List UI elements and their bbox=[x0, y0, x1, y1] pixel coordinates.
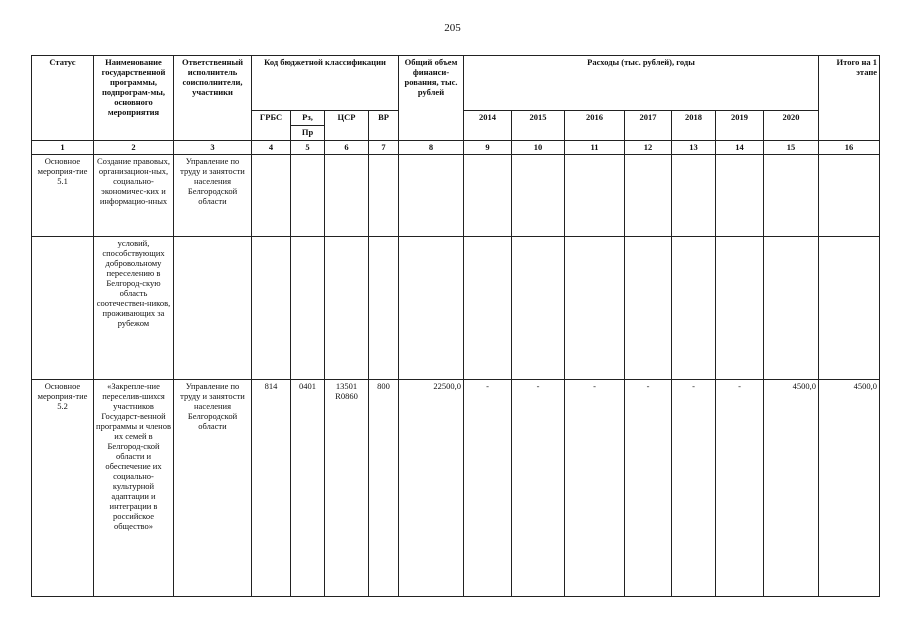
column-number: 7 bbox=[369, 141, 399, 155]
row-5-2-csr: 13501 R0860 bbox=[325, 380, 369, 597]
column-number: 11 bbox=[565, 141, 625, 155]
page-number: 205 bbox=[444, 22, 461, 34]
header-budget-code: Код бюджетной классификации bbox=[252, 56, 399, 111]
row-5-2-grbs: 814 bbox=[252, 380, 291, 597]
table-row-5-2 bbox=[32, 380, 880, 597]
row-5-1-name-part1: Создание правовых, организацион-ных, социально-экономичес-ких и информацио-нных bbox=[94, 155, 174, 237]
header-rz: Рз, bbox=[291, 111, 325, 126]
row-5-2-2019: - bbox=[716, 380, 764, 597]
column-number: 3 bbox=[174, 141, 252, 155]
header-year-2017: 2017 bbox=[625, 111, 672, 141]
column-number: 10 bbox=[512, 141, 565, 155]
column-number: 6 bbox=[325, 141, 369, 155]
header-stage-total: Итого на 1 этапе bbox=[819, 56, 880, 141]
header-expenses: Расходы (тыс. рублей), годы bbox=[464, 56, 819, 111]
row-5-2-rzpr: 0401 bbox=[291, 380, 325, 597]
column-number: 1 bbox=[32, 141, 94, 155]
header-year-2016: 2016 bbox=[565, 111, 625, 141]
table-row-5-1-part2 bbox=[32, 237, 880, 380]
header-year-2019: 2019 bbox=[716, 111, 764, 141]
column-number: 9 bbox=[464, 141, 512, 155]
column-number: 2 bbox=[94, 141, 174, 155]
column-number: 15 bbox=[764, 141, 819, 155]
header-csr: ЦСР bbox=[325, 111, 369, 141]
column-number: 16 bbox=[819, 141, 880, 155]
header-vr: ВР bbox=[369, 111, 399, 141]
row-5-2-name: «Закрепле-ние переселив-шихся участников Государст-венной программы и членов их семей в Белгород-ской области и обеспечение их социально-культурной адаптации и интеграции в российское общество» bbox=[94, 380, 174, 597]
row-5-2-2020: 4500,0 bbox=[764, 380, 819, 597]
header-year-2020: 2020 bbox=[764, 111, 819, 141]
header-program-name: Наименование государственной программы, подпрограм-мы, основного мероприятия bbox=[94, 56, 174, 141]
header-executor: Ответственный исполнитель соисполнители, участники bbox=[174, 56, 252, 141]
header-row-top bbox=[32, 56, 880, 111]
column-number: 8 bbox=[399, 141, 464, 155]
header-status: Статус bbox=[32, 56, 94, 141]
column-number: 5 bbox=[291, 141, 325, 155]
row-5-1-executor: Управление по труду и занятости населения Белгородской области bbox=[174, 155, 252, 237]
table-row-5-1-part1 bbox=[32, 155, 880, 237]
header-year-2014: 2014 bbox=[464, 111, 512, 141]
row-5-2-2018: - bbox=[672, 380, 716, 597]
row-5-2-status: Основное мероприя-тие 5.2 bbox=[32, 380, 94, 597]
row-5-2-2014: - bbox=[464, 380, 512, 597]
column-number: 12 bbox=[625, 141, 672, 155]
row-5-1-status: Основное мероприя-тие 5.1 bbox=[32, 155, 94, 237]
header-year-2018: 2018 bbox=[672, 111, 716, 141]
row-5-1-name-part2: условий, способствующих добровольному переселению в Белгород-скую область соотечествен-ников, проживающих за рубежом bbox=[94, 237, 174, 380]
column-number: 4 bbox=[252, 141, 291, 155]
column-number-row bbox=[32, 141, 880, 155]
header-pr: Пр bbox=[291, 126, 325, 141]
budget-table bbox=[31, 55, 880, 597]
row-5-2-vr: 800 bbox=[369, 380, 399, 597]
header-total-funding: Общий объем финанси-рования, тыс. рублей bbox=[399, 56, 464, 141]
column-number: 13 bbox=[672, 141, 716, 155]
row-5-2-2017: - bbox=[625, 380, 672, 597]
column-number: 14 bbox=[716, 141, 764, 155]
row-5-2-2015: - bbox=[512, 380, 565, 597]
header-grbs: ГРБС bbox=[252, 111, 291, 141]
header-year-2015: 2015 bbox=[512, 111, 565, 141]
row-5-2-2016: - bbox=[565, 380, 625, 597]
row-5-2-total: 22500,0 bbox=[399, 380, 464, 597]
row-5-2-stage-total: 4500,0 bbox=[819, 380, 880, 597]
row-5-2-executor: Управление по труду и занятости населения Белгородской области bbox=[174, 380, 252, 597]
